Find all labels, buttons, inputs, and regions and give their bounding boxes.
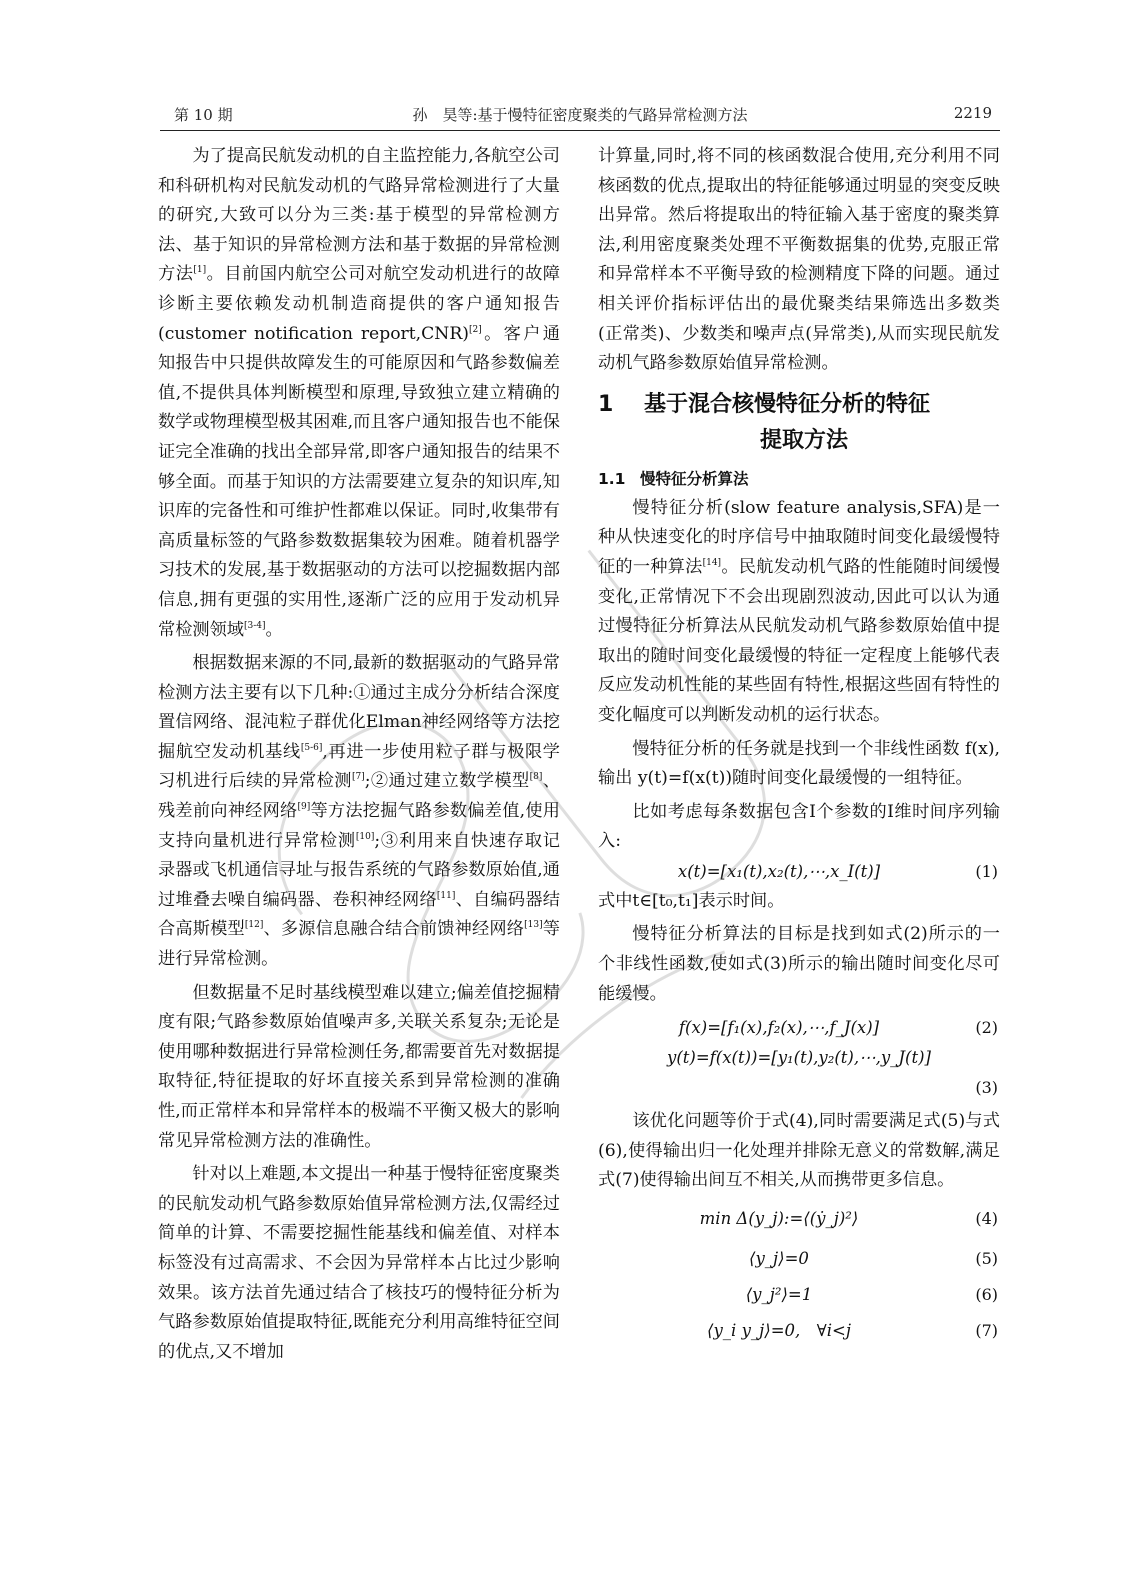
equation-5-expression: ⟨y_j⟩=0 — [749, 1249, 809, 1269]
citation: [11] — [436, 890, 456, 901]
equation-7-expression: ⟨y_i y_j⟩=0, ∀i<j — [707, 1321, 851, 1341]
equation-3-number: (3) — [975, 1078, 998, 1098]
citation: [8] — [529, 772, 543, 783]
equation-2-expression: f(x)=[f₁(x),f₂(x),⋯,f_J(x)] — [678, 1018, 880, 1038]
equation-6 — [598, 1280, 1000, 1310]
equation-2-number: (2) — [975, 1018, 998, 1038]
paragraph-methods: 根据数据来源的不同,最新的数据驱动的气路异常检测方法主要有以下几种:①通过主成分分析结合深度置信网络、混沌粒子群优化Elman神经网络等方法挖掘航空发动机基线[5-6],再进一步使用粒子群与极限学习机进行后续的异常检测[7];②通过建立数学模型[8]、残差前向神经网络[9]等方法挖掘气路参数偏差值,使用支持向量机进行异常检测[10];③利用来自快速存取记录器或飞机通信寻址与报告系统的气路参数原始值,通过堆叠去噪自编码器、卷积神经网络[11]、自编码器结合高斯模型[12]、多源信息融合结合前馈神经网络[13]等进行异常检测。 — [158, 653, 560, 970]
equation-5-number: (5) — [975, 1249, 998, 1269]
citation: [12] — [244, 920, 264, 931]
equation-7-number: (7) — [975, 1321, 998, 1341]
paragraph-intro: 为了提高民航发动机的自主监控能力,各航空公司和科研机构对民航发动机的气路异常检测进行了大量的研究,大致可以分为三类:基于模型的异常检测方法、基于知识的异常检测方法和基于数据的异常检测方法[1]。目前国内航空公司对航空发动机进行的故障诊断主要依赖发动机制造商提供的客户通知报告(customer notification report,CNR)[2]。客户通知报告中只提供故障发生的可能原因和气路参数偏差值,不提供具体判断模型和原理,导致独立建立精确的数学或物理模型极其困难,而且客户通知报告也不能保证完全准确的找出全部异常,即客户通知报告的结果不够全面。而基于知识的方法需要建立复杂的知识库,知识库的完备性和可维护性都难以保证。同时,收集带有高质量标签的气路参数数据集较为困难。随着机器学习技术的发展,基于数据驱动的方法可以挖掘数据内部信息,拥有更强的实用性,逐渐广泛的应用于发动机异常检测领域[3-4]。 — [158, 146, 560, 640]
section-heading — [598, 387, 1000, 459]
equation-3-tag-row — [598, 1073, 1000, 1101]
equation-5 — [598, 1244, 1000, 1274]
paragraph-problems: 但数据量不足时基线模型难以建立;偏差值挖掘精度有限;气路参数原始值噪声多,关联关系复杂;无论是使用哪种数据进行异常检测任务,都需要首先对数据提取特征,特征提取的好坏直接关系到异常检测的准确性,而正常样本和异常样本的极端不平衡又极大的影响常见异常检测方法的准确性。 — [158, 982, 560, 1151]
paragraph-proposal-continued: 计算量,同时,将不同的核函数混合使用,充分利用不同核函数的优点,提取出的特征能够通过明显的突变反映出异常。然后将提取出的特征输入基于密度的聚类算法,利用密度聚类处理不平衡数据集的优势,克服正常和异常样本不平衡导致的检测精度下降的问题。通过相关评价指标评估出的最优聚类结果筛选出多数类(正常类)、少数类和噪声点(异常类),从而实现民航发动机气路参数原始值异常检测。 — [598, 146, 1000, 374]
equation-3 — [598, 1043, 1000, 1073]
citation: [5-6] — [300, 742, 323, 753]
citation: [14] — [702, 557, 722, 568]
citation: [10] — [355, 831, 375, 842]
paragraph-goal: 慢特征分析算法的目标是找到如式(2)所示的一个非线性函数,使如式(3)所示的输出随时间变化尽可能缓慢。 — [598, 924, 1000, 1004]
equation-7 — [598, 1316, 1000, 1346]
citation: [1] — [193, 265, 207, 276]
citation: [9] — [297, 802, 311, 813]
equation-4-expression: min Δ(y_j):=⟨(ẏ_j)²⟩ — [699, 1209, 859, 1229]
citation: [3-4] — [243, 620, 266, 631]
equation-3-expression: y(t)=f(x(t))=[y₁(t),y₂(t),⋯,y_J(t)] — [667, 1048, 931, 1068]
subsection-title: 慢特征分析算法 — [640, 469, 749, 488]
subsection-number: 1.1 — [598, 469, 626, 488]
equation-1-expression: x(t)=[x₁(t),x₂(t),⋯,x_I(t)] — [677, 861, 881, 881]
running-title: 孙 昊等:基于慢特征密度聚类的气路异常检测方法 — [412, 106, 748, 124]
paragraph-input: 比如考虑每条数据包含I个参数的I维时间序列输入: — [598, 801, 1000, 852]
equation-4 — [598, 1204, 1000, 1234]
equation-1-number: (1) — [975, 861, 998, 881]
subsection-heading — [598, 465, 1000, 493]
citation: [2] — [468, 324, 482, 335]
equation-6-expression: ⟨y_j²⟩=1 — [745, 1285, 813, 1305]
equation-4-number: (4) — [975, 1209, 998, 1229]
section-title-line2: 提取方法 — [759, 427, 848, 453]
citation: [7] — [351, 772, 365, 783]
paragraph-proposal: 针对以上难题,本文提出一种基于慢特征密度聚类的民航发动机气路参数原始值异常检测方法,仅需经过简单的计算、不需要挖掘性能基线和偏差值、对样本标签没有过高需求、不会因为异常样本占比过少影响效果。该方法首先通过结合了核技巧的慢特征分析为气路参数原始值提取特征,既能充分利用高维特征空间的优点,又不增加 — [158, 1164, 560, 1362]
section-number: 1 — [598, 391, 614, 417]
paragraph-sfa-intro: 慢特征分析(slow feature analysis,SFA)是一种从快速变化的时序信号中抽取随时间变化最缓慢特征的一种算法[14]。民航发动机气路的性能随时间缓慢变化,正常情况下不会出现剧烈波动,因此可以认为通过慢特征分析算法从民航发动机气路参数原始值中提取出的随时间变化最缓慢的特征一定程度上能够代表反应发动机性能的某些固有特性,根据这些固有特性的变化幅度可以判断发动机的运行状态。 — [598, 497, 1000, 725]
paragraph-optimization: 该优化问题等价于式(4),同时需要满足式(5)与式(6),使得输出归一化处理并排除无意义的常数解,满足式(7)使得输出间互不相关,从而携带更多信息。 — [598, 1111, 1000, 1191]
issue-number: 第 10 期 — [174, 106, 233, 124]
page-number: 2219 — [953, 104, 992, 122]
citation: [13] — [524, 920, 543, 931]
running-header — [160, 102, 1000, 131]
equation-2 — [598, 1013, 1000, 1043]
right-column — [598, 142, 1000, 1346]
equation-1 — [598, 857, 1000, 887]
paragraph-sfa-task: 慢特征分析的任务就是找到一个非线性函数 f(x),输出 y(t)=f(x(t))随时间变化最缓慢的一组特征。 — [598, 738, 1000, 789]
section-title-line1: 基于混合核慢特征分析的特征 — [644, 391, 931, 417]
left-column — [158, 142, 560, 1367]
paragraph-time: 式中t∈[t₀,t₁]表示时间。 — [598, 890, 785, 911]
equation-6-number: (6) — [975, 1285, 998, 1305]
